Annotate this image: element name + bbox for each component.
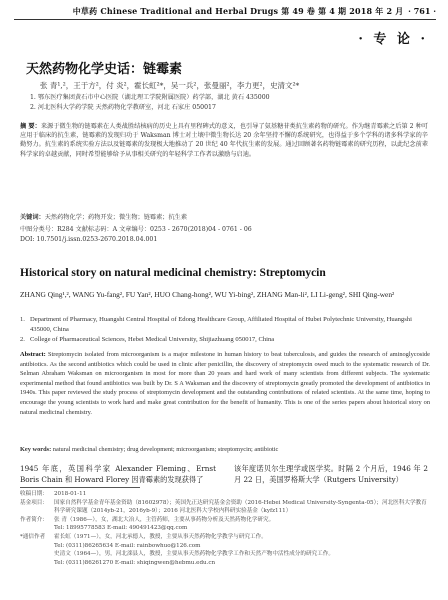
footnote-author-contact: Tel: 18995778583 E-mail: 490491423@qq.com <box>54 525 188 532</box>
body-text-left: 1945 年底，英国科学家 Alexander Fleming、Ernst Boris Chain 和 Howard Florey 因青霉素的发现获得了 <box>20 464 216 484</box>
chinese-abstract-label: 摘 要： <box>20 123 41 130</box>
footnote-author: 作者简介： 张 青（1986—），女，湖北大冶人，主管药师，主要从事药物分析及天然药物化学研究。 <box>20 516 275 523</box>
english-abstract-text: Streptomycin isolated from microorganism is a major milestone in human history to beat tuberculosis, and guides the research of aminoglycoside antibiotics. As the second antibiotics which could be used in clinic after penicillin, the discovery of streptomycin owed much to the systematic research of Dr. Selman Abraham Waksman on microorganism in most for more than 20 years and hard work of many scientists from different subjects. The systematic experimental method that found antibiotics was built by Dr. S A Waksman and the discovery of streptomycin greatly promoted the development of antibiotics in 1940s. This paper reviewed the study process of streptomycin development and the outstanding contributions of related scientists. At the same time, hoping to encourage the young scientists to work hard and make great contribution for the benefit of humanity. This is one of the series papers about historical story on natural medicinal chemistry. <box>20 351 430 416</box>
footnote-corresponding-contact-1: Tel: (0311)86265634 E-mail: rainbowhuo@126.com <box>54 542 201 549</box>
footnote-funding: 基金项目： 国家自然科学基金青年基金资助（81602978）；英国先正达研究基金会资助（2016-Hebei Medical University-Syngenta-05）；河北医科大学教育科学研究课题（2014yb-21，2016yb-9）；2016 河北医科大学校内科研实验基金（kyfz111） <box>20 499 427 515</box>
english-keywords <box>20 446 430 453</box>
footnote-received: 收稿日期： 2018-01-11 <box>20 491 87 497</box>
english-abstract <box>20 350 430 417</box>
chinese-keywords <box>20 212 187 221</box>
english-keywords-label: Key words: <box>20 446 52 453</box>
footnotes <box>20 490 430 567</box>
english-affiliation-1: 1. Department of Pharmacy, Huangshi Central Hospital of Edong Healthcare Group, Affiliated Hospital of Hubei Polytechnic University, Huangshi 435000, China <box>20 316 412 333</box>
header-rule <box>14 19 436 20</box>
chinese-abstract-text: 来源于微生物的链霉素在人类战胜结核病的历史上具有里程碑式的意义，也引导了氨基糖苷类抗生素药物的研究。作为继青霉素之后第 2 种可应用于临床的抗生素，链霉素的发现归功于 Waksman 博士对土壤中微生物长达 20 余年坚持不懈的系统研究，也得益于多个学科的诸多科学家的辛勤努力。抗生素的系统实验方法以及链霉素的发现极大地推动了 20 世纪 40 年代抗生素的发展。通过回顾著名药物链霉素的研究历程，以此纪念前辈科学家的卓越贡献，同时希望能够给予从事相关研究的年轻科学工作者以激励与启迪。 <box>20 123 428 158</box>
chinese-keywords-label: 关键词： <box>20 214 45 221</box>
clc-line: 中图分类号：R284 文献标志码：A 文章编号：0253 - 2670(2018)04 - 0761 - 06 <box>20 226 252 233</box>
chinese-affiliation-2: 2. 河北医科大学药学院 天然药物化学教研室，河北 石家庄 050017 <box>30 103 216 111</box>
chinese-keywords-text: 天然药物化学；药物开发；微生物；链霉素；抗生素 <box>44 214 188 221</box>
chinese-affiliations <box>30 93 270 112</box>
journal-header: 中草药 Chinese Traditional and Herbal Drugs 第 49 卷 第 4 期 2018 年 2 月 <box>72 5 404 16</box>
footnote-corresponding-2: 史清文（1964—），男，河北滦县人，教授，主要从事天然药物化学教学工作和天然产物中活性成分的研究工作。 <box>54 551 334 558</box>
english-title: Historical story on natural medicinal chemistry: Streptomycin <box>20 267 326 279</box>
doi-link[interactable]: DOI: 10.7501/j.issn.0253-2670.2018.04.001 <box>20 236 158 243</box>
body-text-right: 该年度诺贝尔生理学或医学奖。时隔 2 个月后，1946 年 2 月 22 日，美国罗格斯大学（Rutgers University） <box>234 464 428 484</box>
chinese-authors: 张 青¹,²，王于方²，付 炎²，霍长虹²*，吴一兵²，张曼丽²，李力更²，史清文²* <box>40 81 300 90</box>
english-keywords-text: natural medicinal chemistry; drug development; microorganism; streptomycin; antibiotic <box>52 446 279 453</box>
footnote-corresponding-contact-2: Tel: (0311)86261270 E-mail: shiqingwen@hebmu.edu.cn <box>54 559 216 566</box>
footnote-rule <box>20 487 140 488</box>
page-number: · 761 · <box>408 6 436 16</box>
english-abstract-label: Abstract: <box>20 351 46 358</box>
english-authors: ZHANG Qing¹,², WANG Yu-fang², FU Yan², HUO Chang-hong², WU Yi-bing², ZHANG Man-li², LI Li-geng², SHI Qing-wen² <box>20 290 395 299</box>
english-affiliation-2: 2. College of Pharmaceutical Sciences, Hebei Medical University, Shijiazhuang 050017, China <box>20 336 275 343</box>
running-header <box>14 4 436 18</box>
english-affiliations <box>20 315 430 345</box>
chinese-affiliation-1: 1. 鄂东医疗集团黄石市中心医院（湖北理工学院附属医院）药学部，湖北 黄石 435000 <box>30 94 270 101</box>
chinese-title: 天然药物化学史话：链霉素 <box>26 62 183 77</box>
footnote-corresponding: *通信作者 霍长虹（1971—），女，河北承德人，教授，主要从事天然药物化学教学与研究工作。 <box>20 533 267 540</box>
section-badge: · 专 论 · <box>358 32 428 47</box>
chinese-abstract <box>20 122 428 159</box>
